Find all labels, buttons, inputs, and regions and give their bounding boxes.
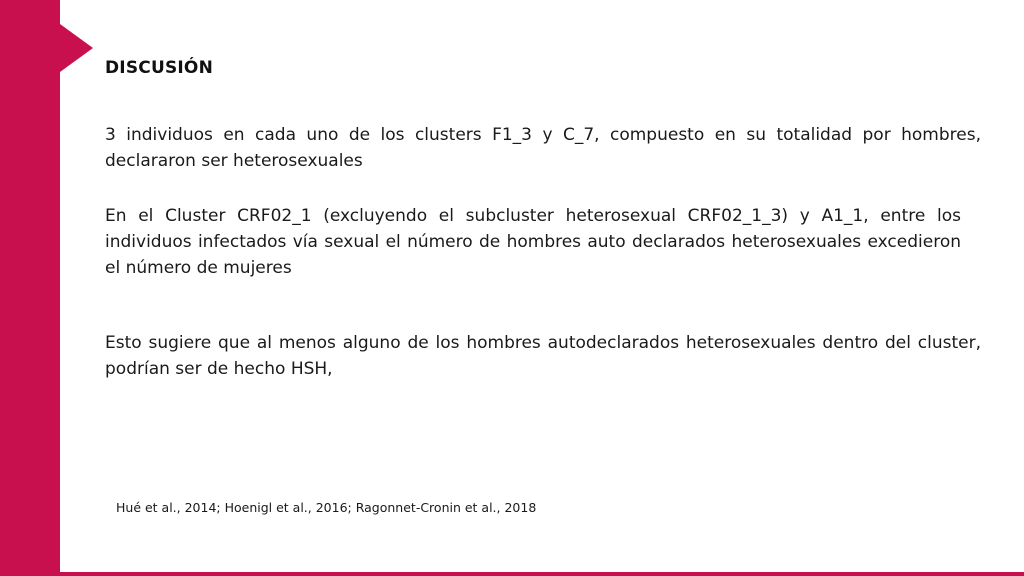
paragraph-cluster-crf02: En el Cluster CRF02_1 (excluyendo el subcluster heterosexual CRF02_1_3) y A1_1, entre los individuos infectados vía sexual el número de hombres auto declarados heterosexuales excedieron el número de mujeres [105, 206, 961, 278]
accent-arrow-notch [60, 24, 93, 72]
references: Hué et al., 2014; Hoenigl et al., 2016; Ragonnet-Cronin et al., 2018 [116, 500, 537, 515]
accent-bottom-line [0, 572, 1024, 576]
slide-title: DISCUSIÓN [105, 58, 214, 78]
paragraph-clusters-f1-c7: 3 individuos en cada uno de los clusters F1_3 y C_7, compuesto en su totalidad por hombres, declararon ser heterosexuales [105, 125, 981, 171]
accent-sidebar [0, 0, 60, 576]
paragraph-conclusion: Esto sugiere que al menos alguno de los hombres autodeclarados heterosexuales dentro del cluster, podrían ser de hecho HSH, [105, 333, 981, 379]
